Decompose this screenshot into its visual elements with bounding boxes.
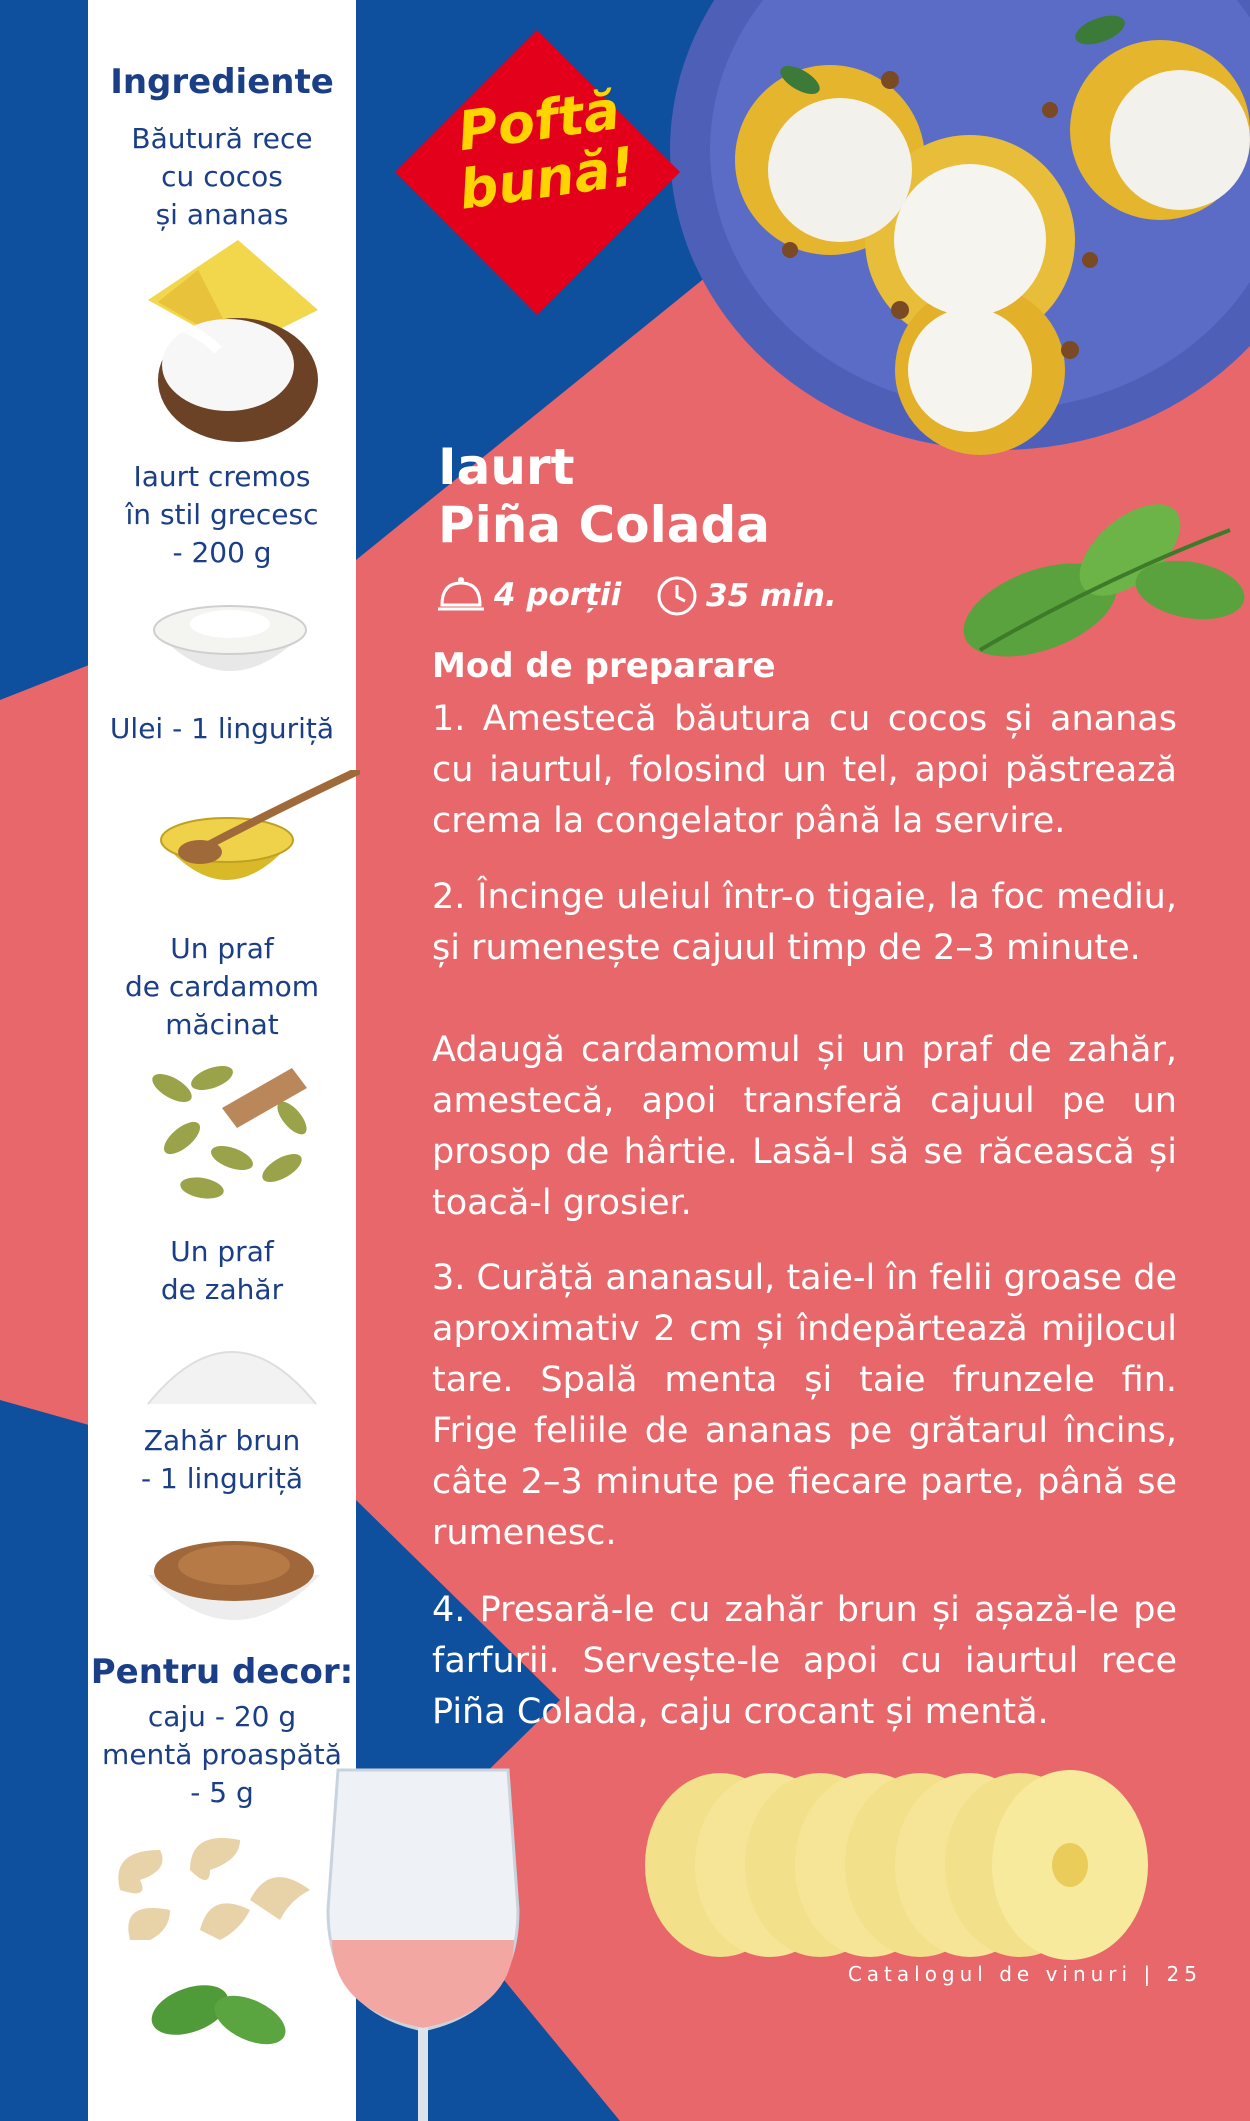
decor-item: caju - 20 g mentă proaspătă - 5 g [102, 1700, 342, 1809]
brown-sugar-bowl-icon [144, 1525, 324, 1635]
step-3: 3. Curăță ananasul, taie-l în felii groase de aproximativ 2 cm și îndepărtează mijlocul tare. Spală menta și taie frunzele fin. Frige feliile de ananas pe grătarul încins, câte 2–3 minute pe fiecare parte, până se rumenesc. [432, 1258, 1177, 1553]
step-4: 4. Presară-le cu zahăr brun și așază-le pe farfurii. Servește-le apoi cu iaurtul rece Piña Colada, caju crocant și mentă. [432, 1590, 1177, 1732]
pineapple-slices-icon [640, 1765, 1160, 1975]
decor-title: Pentru decor: [90, 1652, 354, 1692]
ingredient-item: Un praf de zahăr [160, 1235, 284, 1306]
ingredients-title: Ingrediente [110, 62, 334, 102]
method-heading: Mod de preparare [432, 646, 776, 686]
cardamom-icon [142, 1048, 318, 1210]
oil-bowl-icon [155, 770, 360, 915]
ingredient-item: Un praf de cardamom măcinat [124, 932, 320, 1041]
ingredient-item: Zahăr brun - 1 linguriță [141, 1424, 303, 1495]
time-text: 35 min. [706, 578, 837, 614]
coconut-pineapple-icon [128, 240, 324, 445]
ingredient-item: Iaurt cremos în stil grecesc - 200 g [125, 460, 319, 569]
servings-meta [436, 575, 621, 615]
badge-text: Poftă bună! [454, 78, 639, 222]
time-meta [656, 575, 837, 617]
mint-sprig-icon [960, 470, 1250, 680]
step-2-continued: Adaugă cardamomul și un praf de zahăr, amestecă, apoi transferă cajuul pe un prosop de hârtie. Lasă-l să se răcească și toacă-l grosier. [432, 1030, 1177, 1223]
ingredient-item: Băutură rece cu cocos și ananas [131, 122, 313, 231]
recipe-title: Iaurt Piña Colada [438, 438, 770, 554]
step-2: 2. Încinge uleiul într-o tigaie, la foc mediu, și rumenește cajuul timp de 2–3 minute. [432, 877, 1177, 968]
step-1: 1. Amestecă băutura cu cocos și ananas cu iaurtul, folosind un tel, apoi păstrează crema la congelator până la servire. [432, 699, 1177, 841]
yogurt-bowl-icon [148, 582, 312, 702]
wine-glass-icon [318, 1760, 528, 2121]
cashew-mint-icon [100, 1830, 330, 2060]
ingredient-item: Ulei - 1 linguriță [109, 712, 335, 745]
page-footer: Catalogul de vinuri | 25 [847, 1962, 1202, 1986]
cloche-icon [436, 575, 486, 615]
sugar-pile-icon [144, 1320, 320, 1408]
servings-text: 4 porții [494, 577, 622, 613]
clock-icon [656, 575, 698, 617]
